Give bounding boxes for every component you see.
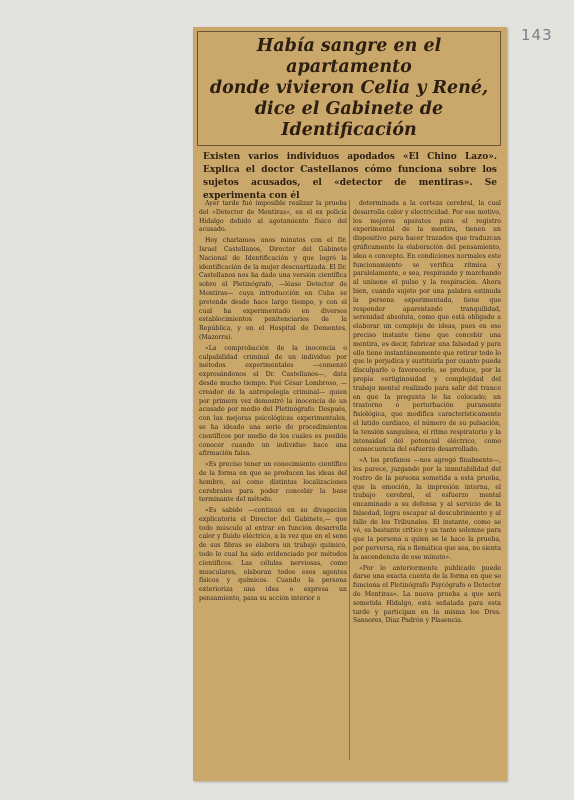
subheadline: Existen varios individuos apodados «El Chino Lazo». Explica el doctor Castellanos cómo funciona sobre los sujetos acusados, el «detector de mentiras». Se experimenta con él	[203, 152, 497, 201]
right-column	[353, 200, 501, 628]
headline-box	[197, 31, 501, 146]
headline	[202, 36, 496, 141]
paragraph: «Es sabido —continuó en su divagación explicatoria el Director del Gabinete,— que todo músculo al entrar en función desarrolla calor y fluido eléctrico, a la vez que en el seno de sus fibras se elabora un trabajo químico, todo lo cual ha sido evidenciado por métodos científicos. Las células nerviosas, como musculares, elaboran todos esos agentes físicos y químicos. Cuando la persona exterioriza una idea o expresa un pensamiento, pasa su acción interior o	[199, 507, 347, 603]
newspaper-clipping	[193, 27, 507, 781]
page-number: 143	[521, 26, 553, 44]
paragraph: Ayer tarde fué imposible realizar la prueba del «Detector de Mentiras», en el ex policía Hidalgo debido al agotamiento físico del acusado.	[199, 200, 347, 234]
paragraph: «Es preciso tener un conocimiento científico de la forma en que se producen las ideas del hombre, así como distintas localizaciones cerebrales para poder concebir la base terminante del método.	[199, 461, 347, 504]
paragraph: determinada a la corteza cerebral, la cual desarrolla calor y electricidad. Por ese motivo, los mejores aparatos para el registro experimental de la mentira, tienen un dispositivo para hacer trazados que traduzcan gráficamente la elaboración del pensamiento, idea o concepto. En condiciones normales este funcionamiento se verifica rítmica y paralelamente, o sea, respirando y marchando al unísono el pulso y la respiración. Ahora bien, cuando sujeto por una palabra estimula la persona experimentada, tiene que responder aparentando tranquilidad, serenidad absoluta, como que está obligado a elaborar un complejo de ideas, pues en ese preciso instante tiene que concebir una mentira, es decir, fabricar una falsedad y para ello tiene instantáneamente que retirar todo lo que le perjudica y sustituirla por cuanto pueda disculparlo o favorecerlo, se produce, por la propia vertiginosidad y complejidad del trabajo mental realizado para salir del trance en que la pregunta le ha colocado; un trastorno o perturbación puramente fisiológica, que modifica característicamente el latido cardíaco, el número de su pulsación, la tensión sanguínea, el ritmo respiratorio y la intensidad del potencial eléctrico, como consecuencia del esfuerzo desarrollado.	[353, 200, 501, 454]
column-divider	[349, 200, 350, 760]
paragraph: «A los profanos —nos agregó finalmente—, les parece, juzgando por la inmutabilidad del rostro de la persona sometida a esta prueba, que la emoción, la impresión interna, el trabajo cerebral, el esfuerzo mental encaminado a su defensa y al servicio de la falsedad, logra escapar al descubrimiento y al fallo de los Tribunales. El instante, como se vé, es bastante crítico y un tanto solemne para que la persona a quien se le hace la prueba, por perversa, ría o flemática que sea, no sienta la ascendencia de ese minuto».	[353, 457, 502, 561]
left-column	[199, 200, 347, 606]
headline-line: donde vivieron Celia y René,	[209, 78, 489, 98]
headline-line: Había sangre en el apartamento	[256, 36, 442, 77]
paragraph: «La comprobación de la inocencia o culpabilidad criminal de un individuo por métodos experimentales —comenzó expresándonos el Dr. Castellanos—, data desde mucho tiempo. Fué César Lombroso, —creador de la antropología criminal— quien por primera vez demostró la inocencia de un acusado por medio del Pletinógrafo. Después, con las mejoras psicológicas experimentales, se ha ideado una serie de procedimientos científicos por medio de los cuales es posible conocer cuando un individuo hace una afirmación falsa.	[199, 344, 347, 458]
paragraph: «Por lo anteriormente publicado puede darse una exacta cuenta de la forma en que se funciona el Pletinógrafo Psycógrafo o Detector de Mentiras». La nueva prueba a que será sometida Hidalgo, está señalada para esta tarde y participan en la misma los Dres. Sansores, Díaz Padrón y Plasencia.	[353, 564, 501, 625]
paragraph: Hoy charlamos unos minutos con el Dr. Israel Castellanos, Director del Gabinete Nacional de Identificación y que logró la identificación de la mujer descuartizada. El Dr. Castellanos nos ha dado una versión científica sobre el Pletinógrafo, —léase Detector de Mentiras— cuya introducción en Cuba se pretende desde hace largo tiempo, y con el cual ha experimentado en diversos establecimientos penitenciarios de la República, y en el Hospital de Dementes, (Mazorra).	[199, 237, 347, 341]
headline-line: dice el Gabinete de Identificación	[254, 99, 444, 140]
